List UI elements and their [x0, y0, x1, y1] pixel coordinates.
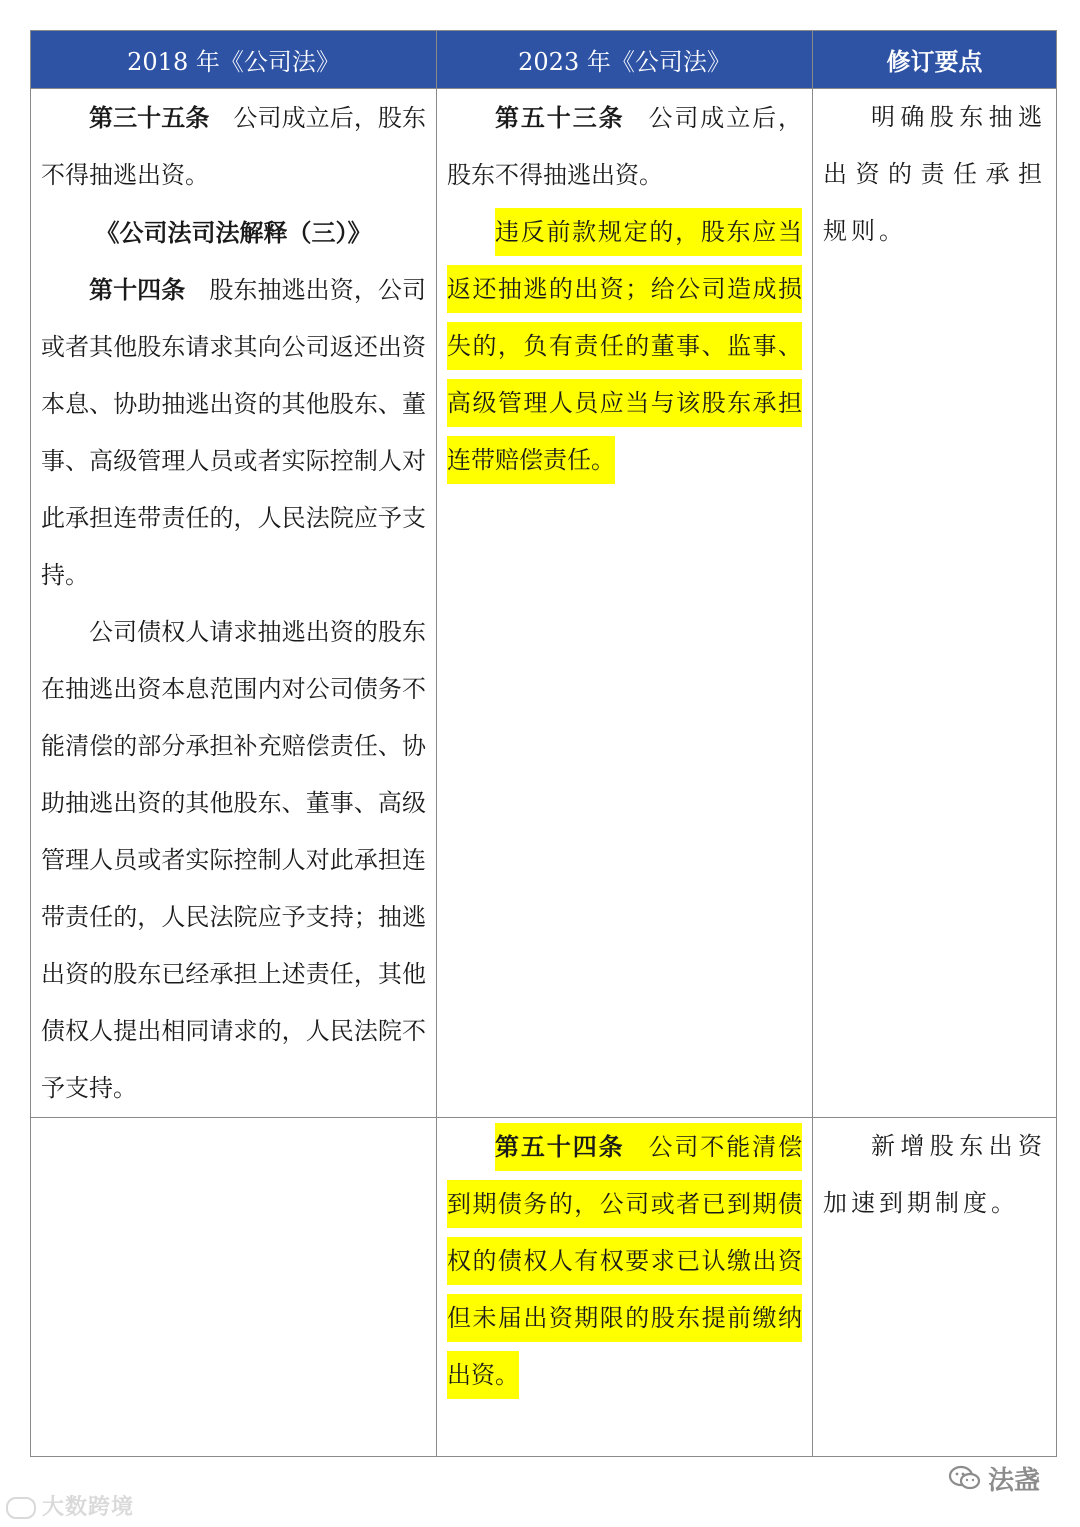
- cell-2023-article-54: [437, 1118, 813, 1457]
- table-header-row: [31, 31, 1057, 89]
- table-row: [31, 89, 1057, 1118]
- cell-revision-note-2: [813, 1118, 1057, 1457]
- highlighted-article-54: [447, 1123, 802, 1399]
- interp-paragraph-2: 公司债权人请求抽逃出资的股东在抽逃出资本息范围内对公司债务不能清偿的部分承担补充赔偿责任、协助抽逃出资的其他股东、董事、高级管理人员或者实际控制人对此承担连带责任的，人民法院应予支持；抽逃出资的股东已经承担上述责任，其他债权人提出相同请求的，人民法院不予支持。: [41, 618, 426, 1102]
- interp-paragraph-1: [41, 261, 426, 604]
- old-article-text: 公司成立后，股东不得抽逃出资。: [41, 104, 427, 189]
- highlighted-new-text: 违反前款规定的，股东应当返还抽逃的出资；给公司造成损失的，负有责任的董事、监事、高级管理人员应当与该股东承担连带赔偿责任。: [447, 208, 802, 484]
- header-2023-law: 2023 年《公司法》: [437, 31, 813, 89]
- new-article-paragraph: [447, 89, 802, 204]
- wechat-icon: [948, 1464, 982, 1499]
- old-article-number: 第三十五条: [89, 103, 210, 132]
- watermark-logo-icon: [6, 1497, 36, 1519]
- cell-2018-article-35: [31, 89, 437, 1118]
- article-54-number: 第五十四条: [495, 1132, 625, 1161]
- watermark-right: [948, 1460, 1040, 1499]
- header-revision-points: 修订要点: [813, 31, 1057, 89]
- header-2018-law: 2018 年《公司法》: [31, 31, 437, 89]
- new-article-54-paragraph: [447, 1118, 802, 1404]
- watermark-right-text: 法盏: [988, 1466, 1041, 1496]
- revision-note-2: 新增股东出资加速到期制度。: [823, 1132, 1046, 1217]
- new-added-paragraph: [447, 204, 802, 489]
- cell-revision-note-1: [813, 89, 1057, 1118]
- interp-article-number: 第十四条: [89, 275, 186, 304]
- new-article-number: 第五十三条: [495, 103, 625, 132]
- cell-2018-empty: [31, 1118, 437, 1457]
- revision-note-1: 明确股东抽逃出资的责任承担规则。: [823, 103, 1046, 245]
- cell-2023-article-53: [437, 89, 813, 1118]
- judicial-interpretation-title: 《公司法司法解释（三）》: [95, 218, 372, 247]
- watermark-left-text: 大数跨境: [42, 1495, 135, 1520]
- table-row: [31, 1118, 1057, 1457]
- interp-text-1: 股东抽逃出资，公司或者其他股东请求其向公司返还出资本息、协助抽逃出资的其他股东、董事、高级管理人员或者实际控制人对此承担连带责任的，人民法院应予支持。: [41, 276, 427, 589]
- new-article-text: 公司成立后，股东不得抽逃出资。: [447, 104, 802, 189]
- article-54-text: 公司不能清偿到期债务的，公司或者已到期债权的债权人有权要求已认缴出资但未届出资期限的股东提前缴纳出资。: [447, 1133, 802, 1389]
- comparison-table: [30, 30, 1057, 1457]
- watermark-left: [6, 1490, 134, 1521]
- old-article-paragraph: [41, 89, 426, 204]
